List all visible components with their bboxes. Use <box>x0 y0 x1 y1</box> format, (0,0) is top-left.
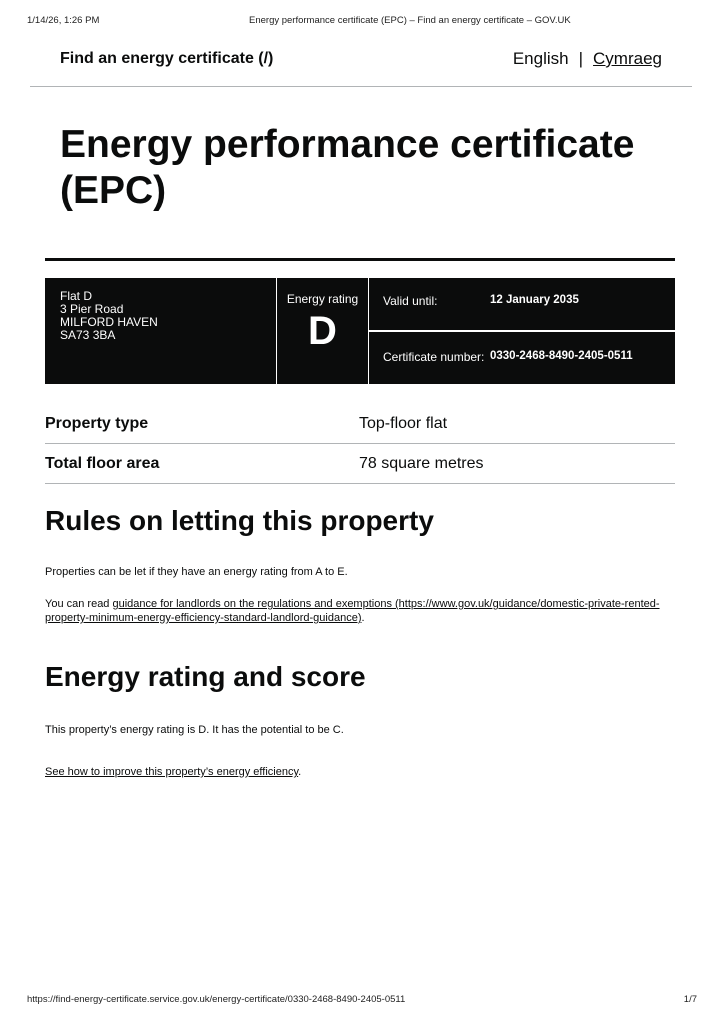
improve-suffix: . <box>298 766 302 778</box>
improve-paragraph <box>45 765 665 779</box>
address-line: SA73 3BA <box>60 328 116 342</box>
summary-key: Total floor area <box>45 454 160 472</box>
letting-rules-heading: Rules on letting this property <box>45 505 434 536</box>
site-header <box>60 48 662 72</box>
summary-row <box>45 444 675 484</box>
page-title: Energy performance certificate (EPC) <box>60 123 635 212</box>
address-line: MILFORD HAVEN <box>60 315 158 329</box>
lang-welsh-link[interactable]: Cymraeg <box>593 49 662 68</box>
improve-efficiency-link[interactable]: See how to improve this property’s energy efficiency <box>45 766 299 778</box>
summary-key: Property type <box>45 414 149 432</box>
address-line: Flat D <box>60 289 93 303</box>
print-datetime: 1/14/26, 1:26 PM <box>27 15 100 26</box>
print-page-number: 1/7 <box>683 994 697 1005</box>
valid-until-value: 12 January 2035 <box>490 294 579 306</box>
address-line: 3 Pier Road <box>60 302 124 316</box>
certificate-number-row <box>369 332 675 384</box>
print-footer <box>27 994 697 1006</box>
valid-until-label: Valid until: <box>383 294 438 308</box>
summary-value: 78 square metres <box>359 454 484 472</box>
energy-rating-panel <box>277 278 368 384</box>
lang-english: English <box>512 49 569 68</box>
summary-value: Top-floor flat <box>359 414 448 432</box>
lang-separator: | <box>578 49 584 68</box>
epc-summary-box <box>45 278 675 384</box>
service-name-link[interactable]: Find an energy certificate (/) <box>60 50 274 67</box>
print-page-title: Energy performance certificate (EPC) – Find an energy certificate – GOV.UK <box>249 15 571 26</box>
certificate-number-value: 0330-2468-8490-2405-0511 <box>490 350 633 362</box>
print-header <box>27 15 697 29</box>
certificate-meta <box>369 278 675 384</box>
valid-until-row <box>369 278 675 330</box>
guidance-prefix: You can read <box>45 598 113 610</box>
energy-rating-letter: D <box>308 309 337 353</box>
language-switcher <box>513 49 662 69</box>
guidance-paragraph <box>45 597 665 625</box>
property-address <box>45 278 276 384</box>
section-divider <box>45 258 675 261</box>
guidance-suffix: . <box>361 612 365 624</box>
header-divider <box>30 86 692 87</box>
energy-rating-text: This property’s energy rating is D. It has the potential to be C. <box>45 724 344 736</box>
letting-rules-text: Properties can be let if they have an energy rating from A to E. <box>45 566 348 578</box>
property-summary-list <box>45 404 675 484</box>
certificate-number-label: Certificate number: <box>383 350 485 364</box>
print-url: https://find-energy-certificate.service.gov.uk/energy-certificate/0330-2468-8490-2405-0511 <box>27 994 406 1005</box>
summary-row <box>45 404 675 444</box>
energy-rating-label: Energy rating <box>286 292 359 306</box>
energy-rating-heading: Energy rating and score <box>45 661 366 692</box>
landlord-guidance-link[interactable]: guidance for landlords on the regulations and exemptions (https://www.gov.uk/guidance/domestic-private-rented-property-minimum-energy-efficiency-standard-landlord-guidance) <box>45 598 660 624</box>
